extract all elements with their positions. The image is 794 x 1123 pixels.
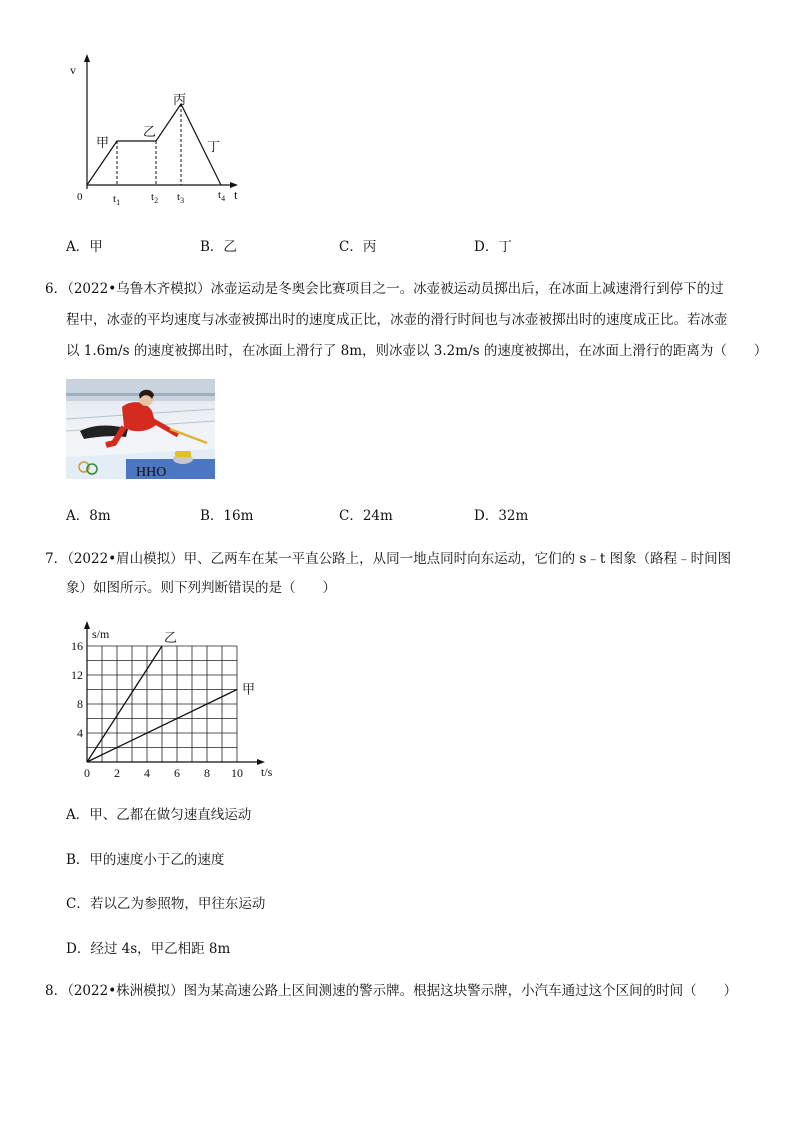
y-tick-label: 4	[77, 726, 83, 740]
distance-time-chart	[60, 618, 290, 788]
q6-option-d[interactable]: D．32m	[474, 508, 529, 524]
series-label-1: 甲	[242, 681, 256, 697]
q5-option-a[interactable]: A．甲	[66, 239, 103, 255]
label-jia: 甲	[96, 135, 110, 150]
tick-t1: $t_1$	[113, 193, 121, 207]
svg-text:HHO: HHO	[136, 465, 167, 479]
origin-label: 0	[77, 191, 83, 203]
q6-option-b[interactable]: B．16m	[200, 508, 254, 524]
q6-line-1: 6．（2022•乌鲁木齐模拟）冰壶运动是冬奥会比赛项目之一。冰壶被运动员掷出后，在冰面上减速滑行到停下的过	[45, 281, 724, 297]
y-axis-label: s/m	[92, 627, 110, 641]
q6-option-c[interactable]: C．24m	[339, 508, 393, 524]
x-tick-label: 6	[174, 766, 180, 780]
q7-option-c[interactable]: C．若以乙为参照物，甲往东运动	[66, 896, 266, 912]
x-tick-label: 10	[231, 766, 243, 780]
y-tick-label: 16	[71, 639, 83, 653]
tick-t3: $t_3$	[177, 191, 185, 205]
velocity-time-graph	[60, 52, 260, 212]
q7-option-d[interactable]: D．经过 4s，甲乙相距 8m	[66, 941, 231, 957]
x-tick-label: 2	[114, 766, 120, 780]
q5-option-b[interactable]: B．乙	[200, 239, 237, 255]
y-tick-label: 8	[77, 697, 83, 711]
label-bing: 丙	[173, 92, 187, 107]
q7-line-2: 象）如图所示。则下列判断错误的是（ ）	[66, 580, 336, 596]
q7-option-a[interactable]: A．甲、乙都在做匀速直线运动	[66, 807, 252, 823]
series-label-0: 乙	[164, 630, 178, 645]
x-tick-label: 4	[144, 766, 150, 780]
y-tick-label: 12	[71, 668, 83, 682]
label-yi: 乙	[143, 124, 157, 139]
x-tick-label: 8	[204, 766, 210, 780]
axis-t-label: t	[234, 187, 238, 202]
x-tick-label: 0	[84, 766, 90, 780]
curling-illustration	[66, 379, 215, 479]
curling-photo	[66, 379, 215, 479]
q6-line-3: 以 1.6m/s 的速度被掷出时，在冰面上滑行了 8m，则冰壶以 3.2m/s 的速度被掷出，在冰面上滑行的距离为（ ）	[66, 343, 768, 359]
q8-line-1: 8．（2022•株洲模拟）图为某高速公路上区间测速的警示牌。根据这块警示牌，小汽车通过这个区间的时间（ ）	[45, 983, 738, 999]
q7-line-1: 7．（2022•眉山模拟）甲、乙两车在某一平直公路上，从同一地点同时向东运动，它们的 s﹣t 图象（路程﹣时间图	[45, 551, 732, 567]
tick-t4: $t_4$	[218, 189, 226, 203]
x-axis-label: t/s	[261, 765, 273, 779]
q5-option-c[interactable]: C．丙	[339, 239, 377, 255]
v-axis-arrow	[84, 54, 90, 62]
q6-line-2: 程中，冰壶的平均速度与冰壶被掷出时的速度成正比，冰壶的滑行时间也与冰壶被掷出时的速度成正比。若冰壶	[66, 312, 728, 328]
q7-option-b[interactable]: B．甲的速度小于乙的速度	[66, 852, 225, 868]
axis-v-label: v	[70, 63, 76, 77]
q6-option-a[interactable]: A．8m	[66, 508, 111, 524]
tick-t2: $t_2$	[151, 191, 159, 205]
y-axis-arrow	[84, 621, 90, 629]
q5-option-d[interactable]: D．丁	[474, 239, 512, 255]
label-ding: 丁	[207, 139, 221, 154]
